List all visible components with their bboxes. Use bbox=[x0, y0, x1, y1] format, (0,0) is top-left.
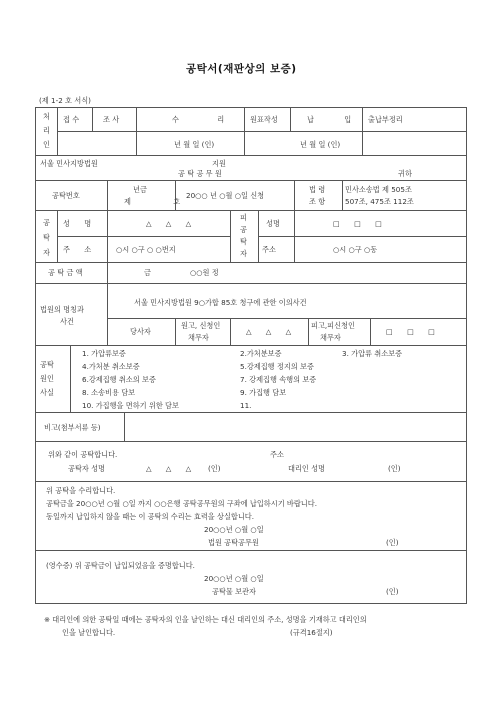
depositor-address-value: ○시 ○구 ○ ○번지 bbox=[116, 245, 176, 254]
court-case-text: 서울 민사지방법원 9○가합 85호 청구에 관한 이의사건 bbox=[134, 298, 307, 307]
law-label-1: 법 령 bbox=[309, 185, 326, 194]
cause-item: 4.가처분 취소보증 bbox=[82, 362, 140, 371]
receipt-proof-date: 20○○년 ○월 ○일 bbox=[204, 574, 264, 583]
court-case-label-2: 사건 bbox=[60, 317, 74, 326]
amount-value: ○○원 정 bbox=[190, 268, 219, 277]
receipt-header-record: 원표작성 bbox=[250, 115, 278, 124]
depositee-name-value: □ □ □ bbox=[333, 219, 388, 228]
court-branch: 지원 bbox=[212, 159, 226, 168]
court-name: 서울 민사지방법원 bbox=[40, 159, 98, 168]
acceptance-seal: (인) bbox=[386, 538, 399, 547]
request-depositor-seal: (인) bbox=[208, 464, 221, 473]
court-case-label-1: 법원의 명칭과 bbox=[40, 305, 84, 314]
depositee-side-label-4: 자 bbox=[240, 249, 247, 258]
cause-item: 11. bbox=[240, 401, 252, 410]
acceptance-date: 20○○년 ○월 ○일 bbox=[204, 525, 264, 534]
cause-item: 1. 가압류보증 bbox=[82, 349, 126, 358]
receipt-side-label-3: 인 bbox=[43, 140, 50, 149]
cause-side-label-2: 원인 bbox=[40, 374, 54, 383]
law-label-2: 조 항 bbox=[309, 197, 326, 206]
defendant-label-1: 피고,피신청인 bbox=[311, 321, 355, 330]
cause-item: 3. 가압류 취소보증 bbox=[342, 349, 403, 358]
acceptance-line-2: 공탁금을 20○○년 ○월 ○일 까지 ○○은행 공탁공무원의 구좌에 납입하시기 바랍니다. bbox=[46, 499, 317, 508]
request-depositor-label: 공탁자 성명 bbox=[68, 464, 106, 473]
footnote-line-2: 인을 날인합니다. bbox=[62, 628, 116, 637]
request-agent-label: 대리인 성명 bbox=[288, 464, 326, 473]
acceptance-line-3: 동일까지 납입하지 않을 때는 이 공탁의 수리는 효력을 상실합니다. bbox=[46, 512, 255, 521]
amount-label: 공 탁 금 액 bbox=[48, 268, 83, 277]
law-text-2: 507조, 475조 112조 bbox=[345, 197, 414, 206]
depositee-address-value: ○시 ○구 ○동 bbox=[333, 245, 378, 254]
defendant-label-2: 채무자 bbox=[320, 333, 341, 342]
law-text-1: 민사소송법 제 505조 bbox=[345, 185, 412, 194]
depositor-address-label: 주 소 bbox=[63, 245, 98, 254]
cause-item: 10. 가집행을 면하기 위한 담보 bbox=[82, 401, 179, 410]
plaintiff-label-2: 채무자 bbox=[188, 333, 209, 342]
page-title: 공탁서(재판상의 보증) bbox=[186, 63, 297, 75]
receipt-date-accept: 년 월 일 (인) bbox=[174, 140, 215, 149]
footnote-line-1: ※ 대리인에 의한 공탁일 때에는 공탁자의 인을 날인하는 대신 대리인의 주소, 성명을 기재하고 대리인의 bbox=[44, 615, 367, 624]
acceptance-line-1: 위 공탁을 수리합니다. bbox=[46, 486, 116, 495]
depositor-side-label-3: 자 bbox=[43, 248, 50, 257]
cause-item: 6.강제집행 취소의 보증 bbox=[82, 375, 156, 384]
depositee-side-label-3: 탁 bbox=[240, 237, 247, 246]
receipt-side-label-1: 처 bbox=[43, 112, 50, 121]
depositee-address-label: 주소 bbox=[262, 245, 276, 254]
cause-item: 9. 가집행 담보 bbox=[240, 388, 287, 397]
request-address-label: 주소 bbox=[270, 450, 284, 459]
receipt-header-ledger: 출납부정리 bbox=[368, 115, 403, 124]
depositor-side-label-1: 공 bbox=[43, 218, 50, 227]
remarks-label: 비고(첨부서류 등) bbox=[44, 423, 101, 432]
form-number: (제 1-2 호 서식) bbox=[39, 96, 91, 105]
cause-item: 5.강제집행 정지의 보증 bbox=[240, 362, 314, 371]
receipt-date-payment: 년 월 일 (인) bbox=[300, 140, 341, 149]
receipt-header-review: 조 사 bbox=[103, 115, 120, 124]
defendant-value: □ □ □ bbox=[386, 327, 441, 336]
depositee-side-label-2: 공 bbox=[240, 225, 247, 234]
parties-label: 당사자 bbox=[130, 327, 151, 336]
request-depositor-name: △ △ △ bbox=[146, 464, 198, 473]
deposit-number-label-2: 제 호 bbox=[124, 197, 201, 206]
receipt-proof-keeper: 공탁물 보관자 bbox=[212, 587, 256, 596]
cause-side-label-1: 공탁 bbox=[40, 360, 54, 369]
request-statement: 위와 같이 공탁합니다. bbox=[48, 450, 118, 459]
depositee-side-label-1: 피 bbox=[240, 213, 247, 222]
request-agent-seal: (인) bbox=[388, 464, 401, 473]
deposit-year-label: 년금 bbox=[133, 185, 147, 194]
cause-item: 2.가처분보증 bbox=[240, 349, 282, 358]
depositor-side-label-2: 탁 bbox=[43, 233, 50, 242]
receipt-header-payment: 납 입 bbox=[307, 115, 366, 124]
plaintiff-label-1: 원고, 신청인 bbox=[181, 321, 221, 330]
depositor-name-label: 성 명 bbox=[63, 219, 98, 228]
cause-item: 7. 강제집행 속행의 보증 bbox=[240, 375, 317, 384]
cause-side-label-3: 사실 bbox=[40, 388, 54, 397]
deposit-number-label: 공탁번호 bbox=[52, 191, 80, 200]
receipt-side-label-2: 리 bbox=[43, 126, 50, 135]
cause-item: 8. 소송비용 담보 bbox=[82, 388, 136, 397]
deposit-apply-date: 20○○ 년 ○월 ○일 신청 bbox=[186, 191, 265, 200]
depositor-name-value: △ △ △ bbox=[146, 219, 198, 228]
receipt-header-accept: 수 리 bbox=[172, 115, 243, 124]
court-officer: 공 탁 공 무 원 bbox=[178, 169, 222, 178]
acceptance-officer: 법원 공탁공무원 bbox=[208, 538, 259, 547]
receipt-proof-seal: (인) bbox=[386, 587, 399, 596]
depositee-name-label: 성명 bbox=[266, 219, 280, 228]
plaintiff-value: △ △ △ bbox=[246, 327, 298, 336]
footnote-reference: (규격16절지) bbox=[290, 628, 333, 637]
receipt-proof-line: (영수증) 위 공탁금이 납입되었음을 증명합니다. bbox=[46, 561, 195, 570]
amount-prefix: 금 bbox=[144, 268, 151, 277]
court-addressee: 귀하 bbox=[398, 169, 412, 178]
receipt-header-intake: 접 수 bbox=[63, 115, 80, 124]
